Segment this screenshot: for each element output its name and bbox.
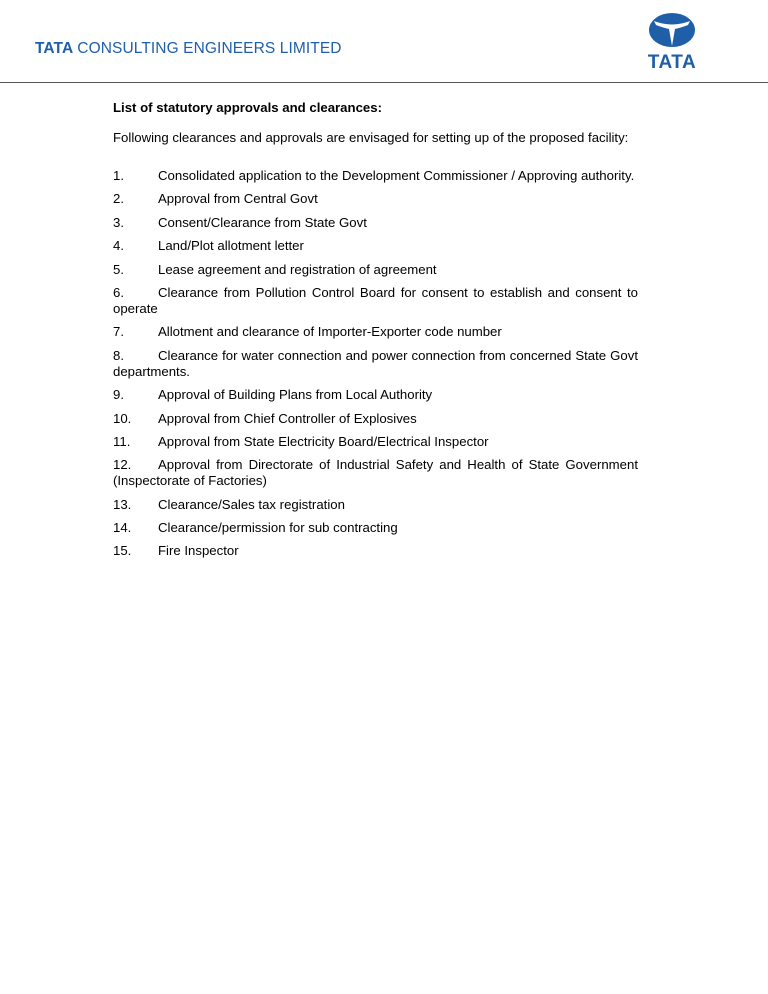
list-item bbox=[113, 543, 638, 559]
tata-logo bbox=[636, 12, 708, 74]
item-number: 13. bbox=[113, 496, 132, 512]
list-item bbox=[113, 457, 638, 489]
list-item bbox=[113, 520, 638, 536]
intro-paragraph: Following clearances and approvals are envisaged for setting up of the proposed facility: bbox=[113, 130, 629, 145]
item-text: Approval of Building Plans from Local Authority bbox=[158, 387, 433, 403]
item-text: Land/Plot allotment letter bbox=[158, 238, 304, 254]
list-item bbox=[113, 324, 638, 340]
item-text: Consolidated application to the Development Commissioner / Approving authority. bbox=[158, 168, 635, 183]
tata-logo-text: TATA bbox=[647, 52, 697, 73]
company-name bbox=[35, 40, 342, 58]
item-text: Fire Inspector bbox=[158, 543, 239, 559]
item-text: Clearance/Sales tax registration bbox=[158, 496, 345, 512]
item-text: Clearance for water connection and power connection from concerned State Govt departments. bbox=[113, 347, 638, 379]
list-item bbox=[113, 387, 638, 403]
item-number: 7. bbox=[113, 324, 124, 340]
item-number: 6. bbox=[113, 284, 124, 300]
list-item bbox=[113, 348, 638, 380]
item-text: Approval from Directorate of Industrial Safety and Health of State Government (Inspectorate of Factories) bbox=[113, 457, 638, 489]
list-item bbox=[113, 285, 638, 317]
item-number: 14. bbox=[113, 520, 132, 536]
list-item bbox=[113, 434, 638, 450]
list-item bbox=[113, 168, 638, 184]
item-text: Approval from Central Govt bbox=[158, 191, 318, 207]
list-item bbox=[113, 238, 638, 254]
item-text: Lease agreement and registration of agreement bbox=[158, 261, 437, 277]
item-text: Consent/Clearance from State Govt bbox=[158, 214, 367, 230]
document-heading: List of statutory approvals and clearances: bbox=[113, 100, 382, 115]
list-item bbox=[113, 497, 638, 513]
list-item bbox=[113, 215, 638, 231]
item-text: Approval from State Electricity Board/Electrical Inspector bbox=[158, 433, 489, 449]
item-text: Clearance from Pollution Control Board for consent to establish and consent to operate bbox=[113, 284, 638, 316]
item-text: Clearance/permission for sub contracting bbox=[158, 520, 398, 536]
list-item bbox=[113, 262, 638, 278]
item-number: 15. bbox=[113, 543, 132, 559]
page-header bbox=[0, 0, 768, 83]
item-number: 8. bbox=[113, 347, 124, 363]
item-number: 10. bbox=[113, 410, 132, 426]
item-number: 3. bbox=[113, 214, 124, 230]
item-number: 9. bbox=[113, 387, 124, 403]
item-number: 2. bbox=[113, 191, 124, 207]
item-text: Approval from Chief Controller of Explosives bbox=[158, 410, 417, 426]
tata-emblem-icon bbox=[636, 12, 708, 52]
item-number: 5. bbox=[113, 261, 124, 277]
company-name-rest: CONSULTING ENGINEERS LIMITED bbox=[77, 40, 342, 57]
company-name-brand: TATA bbox=[35, 40, 74, 57]
list-item bbox=[113, 191, 638, 207]
approvals-list bbox=[113, 168, 638, 559]
header-divider bbox=[0, 82, 768, 83]
list-item bbox=[113, 411, 638, 427]
item-number: 4. bbox=[113, 238, 124, 254]
item-text: Allotment and clearance of Importer-Exporter code number bbox=[158, 324, 502, 340]
item-number: 11. bbox=[113, 433, 131, 449]
item-number: 12. bbox=[113, 457, 132, 473]
item-number: 1. bbox=[113, 168, 124, 183]
document-body bbox=[113, 100, 638, 567]
